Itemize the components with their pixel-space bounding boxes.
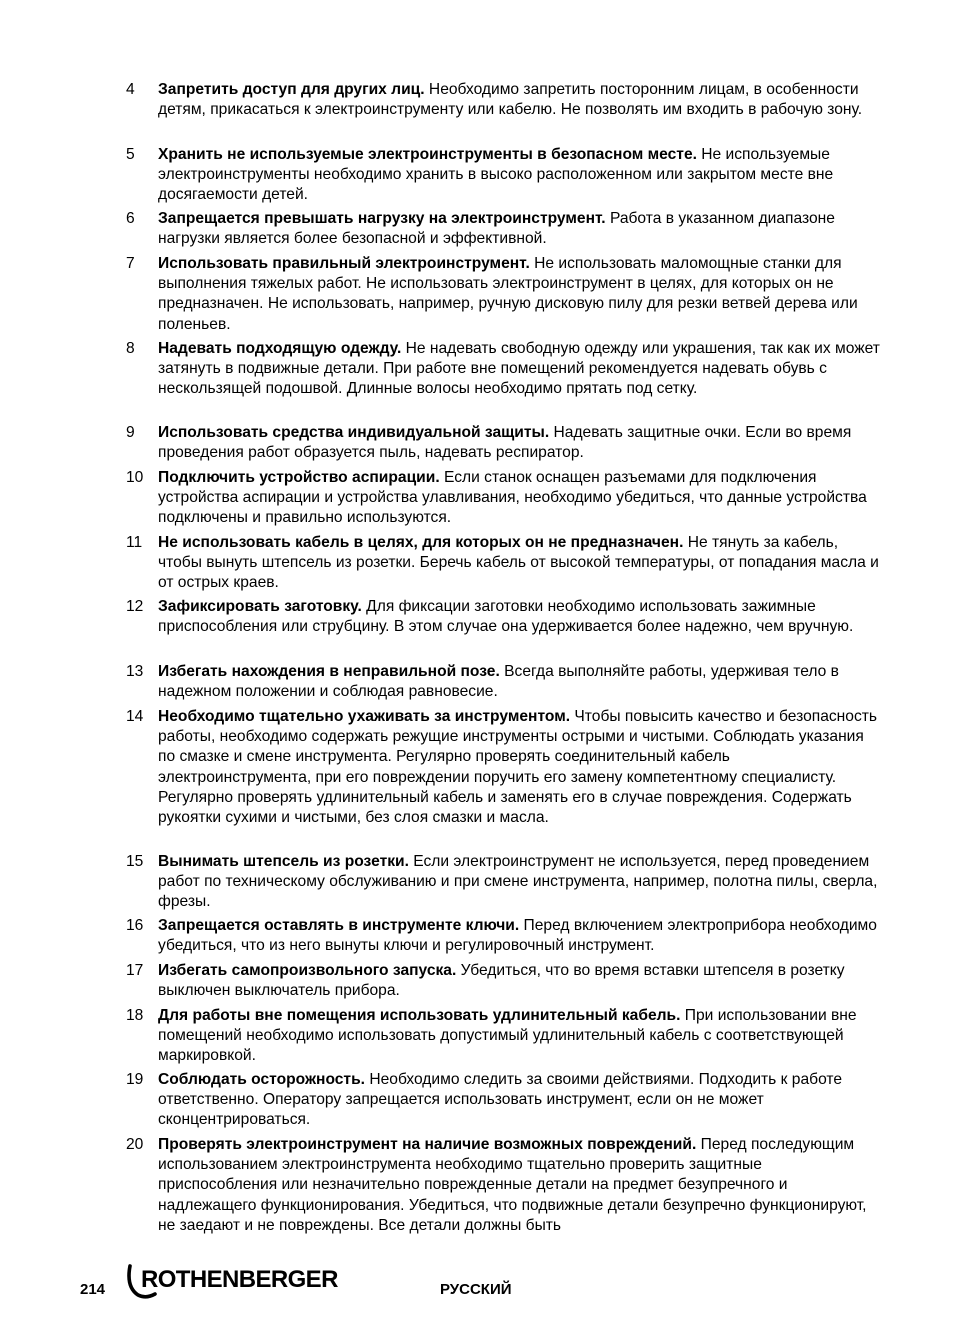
item-text bbox=[158, 339, 880, 400]
item-heading: Запрещается превышать нагрузку на электроинструмент. bbox=[158, 210, 606, 227]
item-body: Если электроинструмент не используется, перед проведением работ по техническому обслуживанию и при смене инструмента, например, полотна пилы, сверла, фрезы. bbox=[158, 853, 878, 911]
item-body: Работа в указанном диапазоне нагрузки является более безопасной и эффективной. bbox=[158, 210, 835, 248]
item-number: 7 bbox=[126, 255, 135, 272]
item-number: 18 bbox=[126, 1007, 144, 1024]
item-heading: Проверять электроинструмент на наличие возможных повреждений. bbox=[158, 1136, 697, 1153]
item-number: 16 bbox=[126, 917, 144, 934]
item-text bbox=[158, 961, 880, 1001]
item-body: Если станок оснащен разъемами для подключения устройства аспирации и устройства улавливания, необходимо убедиться, что данные устройства подключены и правильно используются. bbox=[158, 469, 867, 527]
item-heading: Соблюдать осторожность. bbox=[158, 1071, 365, 1088]
item-number: 12 bbox=[126, 598, 144, 615]
item-body: Убедиться, что во время вставки штепселя в розетку выключен выключатель прибора. bbox=[158, 962, 845, 1000]
item-text bbox=[158, 145, 880, 206]
item-number: 15 bbox=[126, 853, 144, 870]
item-heading: Не использовать кабель в целях, для которых он не предназначен. bbox=[158, 534, 684, 551]
language-label: РУССКИЙ bbox=[440, 1281, 512, 1298]
item-number: 20 bbox=[126, 1136, 144, 1153]
item-heading: Использовать правильный электроинструмент. bbox=[158, 255, 530, 272]
item-number: 19 bbox=[126, 1071, 144, 1088]
item-number: 8 bbox=[126, 340, 135, 357]
item-number: 9 bbox=[126, 424, 135, 441]
item-heading: Зафиксировать заготовку. bbox=[158, 598, 362, 615]
item-heading: Надевать подходящую одежду. bbox=[158, 340, 402, 357]
item-number: 10 bbox=[126, 469, 144, 486]
item-body: Всегда выполняйте работы, удерживая тело в надежном положении и соблюдая равновесие. bbox=[158, 663, 839, 701]
rothenberger-logo bbox=[120, 1262, 360, 1300]
item-heading: Избегать нахождения в неправильной позе. bbox=[158, 663, 500, 680]
item-text bbox=[158, 1070, 880, 1131]
item-text bbox=[158, 916, 880, 956]
item-text bbox=[158, 1006, 880, 1067]
item-body: При использовании вне помещений необходимо использовать допустимый удлинительный кабель с соответствующей маркировкой. bbox=[158, 1007, 857, 1065]
item-text bbox=[158, 1135, 880, 1236]
item-heading: Хранить не используемые электроинструменты в безопасном месте. bbox=[158, 146, 697, 163]
item-text bbox=[158, 707, 880, 828]
item-body: Не использовать маломощные станки для выполнения тяжелых работ. Не использовать электроинструмент в целях, для которых он не предназначен. Не использовать, например, ручную дисковую пилу для резки ветвей дерева или поленьев. bbox=[158, 255, 858, 333]
item-heading: Использовать средства индивидуальной защиты. bbox=[158, 424, 550, 441]
item-body: Не используемые электроинструменты необходимо хранить в высоко расположенном или закрытом месте вне досягаемости детей. bbox=[158, 146, 834, 204]
item-body: Для фиксации заготовки необходимо использовать зажимные приспособления или струбцину. В этом случае она удерживается более надежно, чем вручную. bbox=[158, 598, 854, 636]
item-text bbox=[158, 423, 880, 463]
item-body: Не тянуть за кабель, чтобы вынуть штепсель из розетки. Беречь кабель от высокой температуры, от попадания масла и от острых краев. bbox=[158, 534, 879, 592]
item-text bbox=[158, 533, 880, 594]
item-heading: Необходимо тщательно ухаживать за инструментом. bbox=[158, 708, 571, 725]
item-heading: Избегать самопроизвольного запуска. bbox=[158, 962, 457, 979]
item-number: 6 bbox=[126, 210, 135, 227]
item-body: Перед включением электроприбора необходимо убедиться, что из него вынуты ключи и регулировочный инструмент. bbox=[158, 917, 877, 955]
item-heading: Запрещается оставлять в инструменте ключи. bbox=[158, 917, 520, 934]
item-heading: Для работы вне помещения использовать удлинительный кабель. bbox=[158, 1007, 681, 1024]
item-number: 5 bbox=[126, 146, 135, 163]
item-text bbox=[158, 852, 880, 913]
item-number: 4 bbox=[126, 81, 135, 98]
item-text bbox=[158, 468, 880, 529]
item-number: 11 bbox=[126, 534, 143, 551]
brand-name: ROTHENBERGER bbox=[141, 1266, 338, 1293]
item-body: Чтобы повысить качество и безопасность работы, необходимо содержать режущие инструменты острыми и чистыми. Соблюдать указания по смазке и смене инструмента. Регулярно проверять соединительный кабель электроинструмента, при его повреждении поручить его замену компетентному специалисту. Регулярно проверять удлинительный кабель и заменять его в случае повреждения. Содержать рукоятки сухими и чистыми, без слоя смазки и масла. bbox=[158, 708, 878, 827]
item-heading: Подключить устройство аспирации. bbox=[158, 469, 440, 486]
item-body: Не надевать свободную одежду или украшения, так как их может затянуть в подвижные детали. При работе вне помещений рекомендуется надевать обувь с нескользящей подошвой. Длинные волосы необходимо прятать под сетку. bbox=[158, 340, 880, 398]
item-number: 13 bbox=[126, 663, 144, 680]
page-number: 214 bbox=[80, 1281, 106, 1298]
item-text bbox=[158, 209, 880, 249]
item-heading: Вынимать штепсель из розетки. bbox=[158, 853, 409, 870]
item-body: Необходимо запретить посторонним лицам, в особенности детям, прикасаться к электроинструменту или кабелю. Не позволять им входить в рабочую зону. bbox=[158, 81, 863, 119]
item-heading: Запретить доступ для других лиц. bbox=[158, 81, 425, 98]
item-text bbox=[158, 662, 880, 702]
item-text bbox=[158, 80, 880, 120]
item-body: Необходимо следить за своими действиями. Подходить к работе ответственно. Оператору запрещается использовать инструмент, если он не может сконцентрироваться. bbox=[158, 1071, 843, 1129]
item-number: 14 bbox=[126, 708, 144, 725]
item-text bbox=[158, 254, 880, 335]
item-body: Надевать защитные очки. Если во время проведения работ образуется пыль, надевать респиратор. bbox=[158, 424, 852, 462]
item-number: 17 bbox=[126, 962, 144, 979]
item-body: Перед последующим использованием электроинструмента необходимо тщательно проверить защитные приспособления или незначительно поврежденные детали на предмет безупречного и надлежащего функционирования. Убедиться, что подвижные детали безупречно функционируют, не заедают и не повреждены. Все детали должны быть bbox=[158, 1136, 867, 1234]
item-text bbox=[158, 597, 880, 637]
